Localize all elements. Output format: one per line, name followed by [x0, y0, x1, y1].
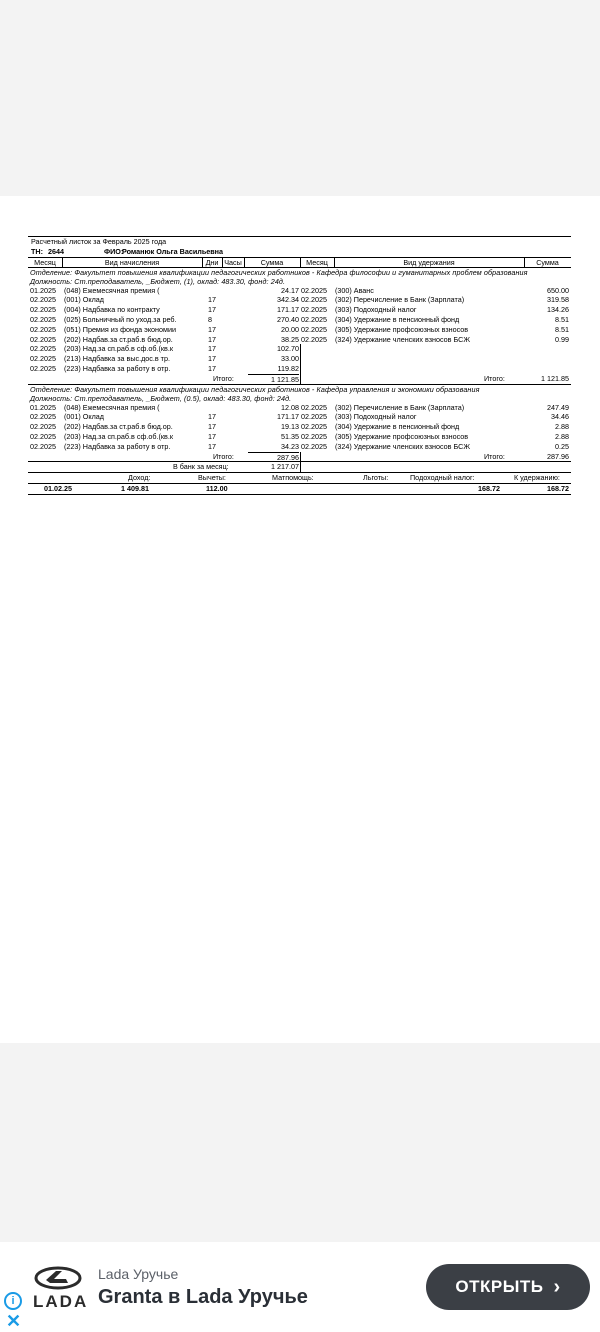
benefits-label: Льготы:	[363, 473, 389, 483]
accrual-month: 02.2025	[30, 412, 56, 422]
deductions-label: Вычеты:	[198, 473, 226, 483]
accrual-name: (202) Надбав.за ст.раб.в бюд.ор.	[64, 334, 173, 344]
accrual-days: 17	[208, 334, 216, 344]
payslip-title: Расчетный листок за Февраль 2025 года	[31, 237, 167, 246]
deduction-month: 02.2025	[301, 285, 327, 295]
accrual-days: 17	[208, 305, 216, 315]
close-icon[interactable]: ✕	[6, 1311, 22, 1331]
accrual-sum: 38.25	[281, 334, 299, 344]
deduction-sum: 0.25	[555, 441, 569, 451]
summary-values-row	[28, 483, 571, 495]
deduction-name: (302) Перечисление в Банк (Зарплата)	[335, 402, 465, 412]
deduction-name: (303) Подоходный налог	[335, 305, 417, 315]
open-ad-button[interactable]	[426, 1264, 590, 1310]
accrual-name: (001) Оклад	[64, 412, 104, 422]
accrual-sum: 34.23	[281, 441, 299, 451]
deduction-name: (324) Удержание членских взносов БСЖ	[335, 441, 470, 451]
table-row	[28, 442, 571, 452]
accrual-name: (223) Надбавка за работу в отр.	[64, 363, 171, 373]
deduction-month: 02.2025	[301, 431, 327, 441]
deduction-month: 02.2025	[301, 324, 327, 334]
accrual-days: 17	[208, 431, 216, 441]
deduction-sum: 650.00	[547, 285, 569, 295]
tn-label: ТН:	[31, 246, 43, 256]
col-deduction-type: Вид удержания	[403, 257, 455, 267]
accrual-days: 17	[208, 324, 216, 334]
deduction-sum: 8.51	[555, 324, 569, 334]
table-row	[28, 286, 571, 296]
col-sum: Сумма	[260, 257, 284, 267]
deduction-sum: 0.99	[555, 334, 569, 344]
col-sum-2: Сумма	[536, 257, 559, 267]
accrual-sum: 24.17	[281, 285, 299, 295]
tax-value: 168.72	[478, 483, 500, 493]
deduction-sum: 34.46	[551, 412, 569, 422]
accrual-name: (203) Над.за сп.раб.в сф.об.(кв.к	[64, 431, 173, 441]
accrual-month: 02.2025	[30, 431, 56, 441]
deduction-month: 02.2025	[301, 402, 327, 412]
income-value: 1 409.81	[121, 483, 149, 493]
accrual-name: (051) Премия из фонда экономии	[64, 324, 176, 334]
accrual-days: 17	[208, 363, 216, 373]
accrual-sum: 171.17	[277, 305, 299, 315]
accrual-month: 02.2025	[30, 441, 56, 451]
accrual-month: 02.2025	[30, 344, 56, 354]
accrual-name: (004) Надбавка по контракту	[64, 305, 160, 315]
deduction-sum: 247.49	[547, 402, 569, 412]
deduction-name: (324) Удержание членских взносов БСЖ	[335, 334, 470, 344]
column-header	[28, 257, 571, 268]
chevron-right-icon: ›	[553, 1275, 561, 1298]
section-1	[28, 268, 571, 385]
deduction-name: (304) Удержание в пенсионный фонд	[335, 422, 460, 432]
accrual-days: 17	[208, 441, 216, 451]
table-row	[28, 364, 571, 374]
col-hours: Часы	[224, 257, 242, 267]
accrual-sum: 19.13	[281, 422, 299, 432]
table-row	[28, 403, 571, 413]
accrual-days: 8	[208, 314, 212, 324]
table-row	[28, 325, 571, 335]
accrual-sum: 342.34	[277, 295, 299, 305]
table-row	[28, 295, 571, 305]
deduction-name: (302) Перечисление в Банк (Зарплата)	[335, 295, 465, 305]
table-row	[28, 354, 571, 364]
payslip-header	[28, 236, 571, 257]
total-deductions: 287.96	[547, 451, 569, 461]
table-row	[28, 344, 571, 354]
accrual-sum: 33.00	[281, 354, 299, 364]
col-month: Месяц	[34, 257, 56, 267]
department-line: Отделение: Факультет повышения квалификации педагогических работников - Кафедра управления и экономики образования	[30, 384, 480, 394]
deduction-sum: 319.58	[547, 295, 569, 305]
deduction-sum: 134.26	[547, 305, 569, 315]
accrual-days: 17	[208, 295, 216, 305]
document-page	[0, 196, 600, 1043]
total-label: Итого:	[213, 451, 234, 461]
accrual-name: (048) Ежемесячная премия (	[64, 285, 160, 295]
section-total-row	[28, 452, 571, 463]
accrual-name: (213) Надбавка за выс.дос.в тр.	[64, 354, 170, 364]
col-accrual-type: Вид начисления	[104, 257, 160, 267]
employee-line	[28, 247, 571, 257]
col-days: Дни	[205, 257, 219, 267]
accrual-month: 02.2025	[30, 305, 56, 315]
deduction-name: (305) Удержание профсоюзных взносов	[335, 324, 469, 334]
accrual-days: 17	[208, 344, 216, 354]
deduction-month: 02.2025	[301, 441, 327, 451]
ad-title[interactable]: Granta в Lada Уручье	[98, 1286, 308, 1308]
table-row	[28, 432, 571, 442]
income-label: Доход:	[128, 473, 151, 483]
ad-banner[interactable]	[0, 1242, 600, 1332]
accrual-month: 02.2025	[30, 363, 56, 373]
deduction-month: 02.2025	[301, 412, 327, 422]
accrual-name: (001) Оклад	[64, 295, 104, 305]
deduction-month: 02.2025	[301, 334, 327, 344]
accrual-month: 02.2025	[30, 422, 56, 432]
accrual-sum: 119.82	[277, 363, 299, 373]
deduction-name: (305) Удержание профсоюзных взносов	[335, 431, 469, 441]
aid-label: Матпомощь:	[272, 473, 314, 483]
position-line: Должность: Ст.преподаватель, _Бюджет, (1), оклад: 483.30, фонд: 24д.	[30, 276, 286, 286]
accrual-month: 01.2025	[30, 285, 56, 295]
deduction-month: 02.2025	[301, 305, 327, 315]
total-label-2: Итого:	[484, 451, 505, 461]
table-row	[28, 422, 571, 432]
section-total-row	[28, 374, 571, 385]
total-label: Итого:	[213, 373, 234, 383]
deduction-month: 02.2025	[301, 314, 327, 324]
tax-label: Подоходный налог:	[410, 473, 475, 483]
accrual-sum: 171.17	[277, 412, 299, 422]
accrual-sum: 102.70	[277, 344, 299, 354]
tn-value: 2644	[48, 246, 64, 256]
accrual-days: 17	[208, 412, 216, 422]
total-accruals: 1 121.85	[248, 374, 299, 385]
accrual-name: (025) Больничный по уход.за реб.	[64, 314, 177, 324]
title-line	[28, 237, 571, 247]
bank-value: 1 217.07	[271, 462, 299, 472]
accrual-sum: 51.35	[281, 431, 299, 441]
accrual-month: 02.2025	[30, 354, 56, 364]
deduction-month: 02.2025	[301, 295, 327, 305]
open-ad-button-label: ОТКРЫТЬ	[455, 1277, 544, 1296]
total-accruals: 287.96	[248, 452, 299, 463]
accrual-month: 01.2025	[30, 402, 56, 412]
col-month-2: Месяц	[306, 257, 328, 267]
accrual-name: (048) Ежемесячная премия (	[64, 402, 160, 412]
table-row	[28, 335, 571, 345]
accrual-month: 02.2025	[30, 295, 56, 305]
accrual-name: (223) Надбавка за работу в отр.	[64, 441, 171, 451]
to-deduct-value: 168.72	[547, 483, 569, 493]
accrual-name: (203) Над.за сп.раб.в сф.об.(кв.к	[64, 344, 173, 354]
summary-date: 01.02.25	[44, 483, 72, 493]
position-line: Должность: Ст.преподаватель, _Бюджет, (0.5), оклад: 483.30, фонд: 24д.	[30, 393, 292, 403]
deduction-sum: 2.88	[555, 431, 569, 441]
total-label-2: Итого:	[484, 373, 505, 383]
fio-value: Романюк Ольга Васильевна	[122, 246, 224, 256]
payslip	[28, 236, 571, 495]
deductions-value: 112.00	[206, 483, 228, 493]
accrual-sum: 270.40	[277, 314, 299, 324]
total-deductions: 1 121.85	[541, 373, 569, 383]
table-row	[28, 315, 571, 325]
department-line: Отделение: Факультет повышения квалификации педагогических работников - Кафедра философии и гуманитарных проблем образования	[30, 267, 528, 277]
deduction-sum: 2.88	[555, 422, 569, 432]
bank-row	[28, 462, 571, 472]
to-deduct-label: К удержанию:	[514, 473, 560, 483]
accrual-sum: 12.08	[281, 402, 299, 412]
accrual-days: 17	[208, 354, 216, 364]
accrual-name: (202) Надбав.за ст.раб.в бюд.ор.	[64, 422, 173, 432]
accrual-sum: 20.00	[281, 324, 299, 334]
bank-label: В банк за месяц:	[173, 462, 229, 472]
deduction-sum: 8.51	[555, 314, 569, 324]
deduction-name: (304) Удержание в пенсионный фонд	[335, 314, 460, 324]
accrual-month: 02.2025	[30, 314, 56, 324]
fio-label: ФИО:	[104, 246, 124, 256]
accrual-month: 02.2025	[30, 324, 56, 334]
ad-advertiser: Lada Уручье	[98, 1266, 179, 1282]
section-2	[28, 385, 571, 463]
summary-labels-row	[28, 472, 571, 483]
accrual-month: 02.2025	[30, 334, 56, 344]
deduction-name: (303) Подоходный налог	[335, 412, 417, 422]
ad-brand: LADA	[33, 1292, 89, 1311]
table-row	[28, 305, 571, 315]
accrual-days: 17	[208, 422, 216, 432]
table-row	[28, 412, 571, 422]
deduction-name: (300) Аванс	[335, 285, 374, 295]
info-icon[interactable]: i	[4, 1292, 22, 1310]
deduction-month: 02.2025	[301, 422, 327, 432]
